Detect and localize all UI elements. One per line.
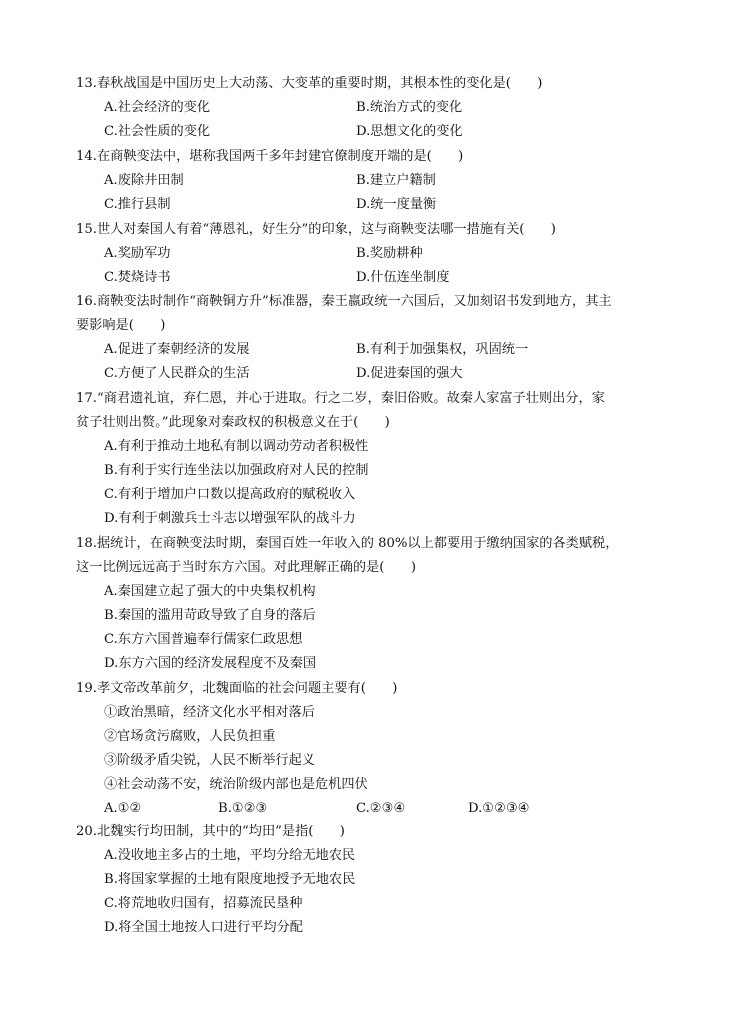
question-stem: 15.世人对秦国人有着“薄恩礼，好生分”的印象，这与商鞅变法哪一措施有关( ) bbox=[76, 222, 556, 237]
option-row bbox=[76, 797, 676, 821]
option-d: D.东方六国的经济发展程度不及秦国 bbox=[104, 656, 317, 671]
option-a: A.①② bbox=[104, 801, 142, 816]
question-17 bbox=[76, 387, 676, 531]
option-b: B.秦国的滥用苛政导致了自身的落后 bbox=[104, 608, 316, 623]
question-stem: 17.“商君遗礼谊，弃仁恩，并心于进取。行之二岁，秦旧俗败。故秦人家富子壮则出分，家 bbox=[76, 391, 605, 406]
option-b: B.奖励耕种 bbox=[356, 246, 423, 261]
question-stem-cont: 要影响是( ) bbox=[76, 318, 166, 333]
option-a: A.奖励军功 bbox=[104, 246, 171, 261]
option-row bbox=[76, 120, 676, 144]
question-stem: 13.春秋战国是中国历史上大动荡、大变革的重要时期，其根本性的变化是( ) bbox=[76, 76, 543, 91]
option-b: B.有利于加强集权，巩固统一 bbox=[356, 342, 529, 357]
option-a: A.有利于推动土地私有制以调动劳动者积极性 bbox=[104, 439, 369, 454]
option-d: D.①②③④ bbox=[468, 801, 530, 816]
option-b: B.将国家掌握的土地有限度地授予无地农民 bbox=[104, 872, 356, 887]
option-c: C.社会性质的变化 bbox=[104, 124, 211, 139]
option-b: B.有利于实行连坐法以加强政府对人民的控制 bbox=[104, 463, 369, 478]
option-d: D.思想文化的变化 bbox=[356, 124, 463, 139]
option-d: D.统一度量衡 bbox=[356, 197, 437, 212]
option-row bbox=[76, 193, 676, 217]
question-stem: 19.孝文帝改革前夕，北魏面临的社会问题主要有( ) bbox=[76, 681, 398, 696]
option-c: C.将荒地收归国有，招募流民垦种 bbox=[104, 896, 303, 911]
option-b: B.①②③ bbox=[218, 801, 268, 816]
statement-1: ①政治黑暗，经济文化水平相对落后 bbox=[104, 705, 315, 720]
option-c: C.有利于增加户口数以提高政府的赋税收入 bbox=[104, 487, 356, 502]
option-a: A.废除井田制 bbox=[104, 173, 184, 188]
option-c: C.东方六国普遍奉行儒家仁政思想 bbox=[104, 632, 303, 647]
option-c: C.焚烧诗书 bbox=[104, 270, 171, 285]
option-a: A.促进了秦朝经济的发展 bbox=[104, 342, 250, 357]
question-stem: 16.商鞅变法时制作“商鞅铜方升”标准器，秦王嬴政统一六国后，又加刻诏书发到地方，其主 bbox=[76, 294, 612, 309]
question-stem: 14.在商鞅变法中，堪称我国两千多年封建官僚制度开端的是( ) bbox=[76, 149, 464, 164]
option-b: B.建立户籍制 bbox=[356, 173, 436, 188]
question-stem-cont: 这一比例远远高于当时东方六国。对此理解正确的是( ) bbox=[76, 560, 416, 575]
question-stem: 20.北魏实行均田制，其中的“均田”是指( ) bbox=[76, 824, 345, 839]
question-stem: 18.据统计，在商鞅变法时期，秦国百姓一年收入的 80%以上都要用于缴纳国家的各类赋税， bbox=[76, 536, 619, 551]
question-18 bbox=[76, 532, 676, 676]
option-a: A.社会经济的变化 bbox=[104, 100, 211, 115]
option-d: D.什伍连坐制度 bbox=[356, 270, 450, 285]
option-row bbox=[76, 96, 676, 120]
option-c: C.方便了人民群众的生活 bbox=[104, 366, 250, 381]
option-row bbox=[76, 338, 676, 362]
question-16 bbox=[76, 290, 676, 386]
statement-4: ④社会动荡不安，统治阶级内部也是危机四伏 bbox=[104, 777, 368, 792]
question-20 bbox=[76, 820, 676, 940]
option-a: A.秦国建立起了强大的中央集权机构 bbox=[104, 584, 316, 599]
option-a: A.没收地主多占的土地，平均分给无地农民 bbox=[104, 848, 356, 863]
statement-2: ②官场贪污腐败，人民负担重 bbox=[104, 729, 276, 744]
option-c: C.推行县制 bbox=[104, 197, 171, 212]
question-stem-cont: 贫子壮则出赘。”此现象对秦政权的积极意义在于( ) bbox=[76, 415, 390, 430]
option-row bbox=[76, 169, 676, 193]
question-19 bbox=[76, 677, 676, 821]
option-d: D.有利于刺激兵士斗志以增强军队的战斗力 bbox=[104, 511, 356, 526]
option-row bbox=[76, 266, 676, 290]
option-d: D.将全国土地按人口进行平均分配 bbox=[104, 920, 303, 935]
question-14 bbox=[76, 145, 676, 217]
option-row bbox=[76, 362, 676, 386]
question-15 bbox=[76, 218, 676, 290]
option-row bbox=[76, 242, 676, 266]
option-c: C.②③④ bbox=[356, 801, 406, 816]
option-b: B.统治方式的变化 bbox=[356, 100, 463, 115]
question-13 bbox=[76, 72, 676, 144]
option-d: D.促进秦国的强大 bbox=[356, 366, 463, 381]
statement-3: ③阶级矛盾尖锐，人民不断举行起义 bbox=[104, 753, 315, 768]
